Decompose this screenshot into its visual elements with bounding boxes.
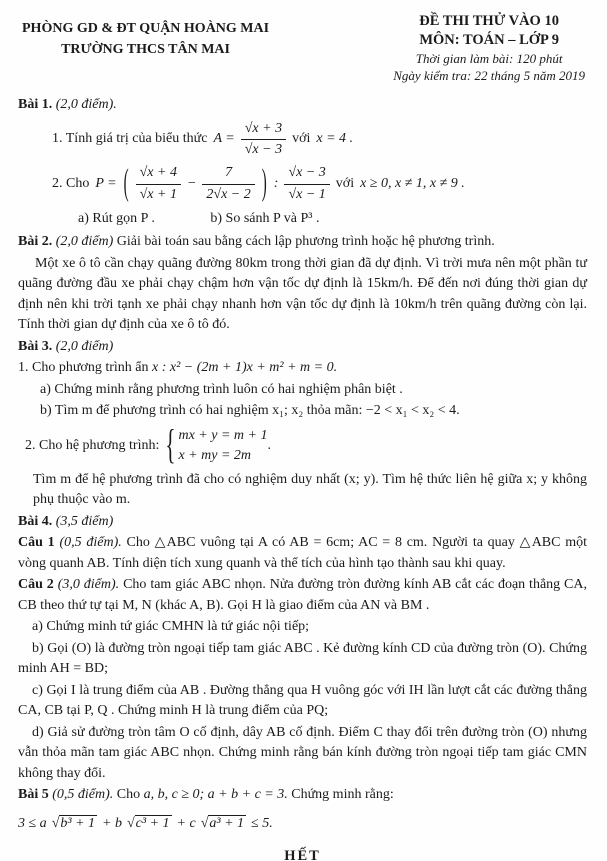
- bai1-part-b: b) So sánh P và P³ .: [210, 210, 320, 226]
- bai1-q2-lead: 2. Cho: [52, 175, 90, 191]
- bai4-cau2-points: (3,0 điểm).: [57, 577, 120, 593]
- end-marker: HẾT: [284, 847, 321, 861]
- system-equation-1: mx + y = m + 1: [178, 427, 268, 443]
- exam-subject: MÔN: TOÁN – LỚP 9: [419, 32, 559, 49]
- fraction: [241, 120, 286, 159]
- bai5-points: (0,5 điểm).: [52, 787, 114, 803]
- right-paren: ): [261, 164, 267, 205]
- fraction: [136, 164, 181, 203]
- exam-title: ĐỀ THI THỬ VÀO 10: [419, 13, 559, 29]
- bai4-part-c: c) Gọi I là trung điểm của AB . Đường thẳng qua H vuông góc với IH lần lượt cắt các đường thẳng CA, CB tại P, Q . Chứng minh H là trung điểm của PQ;: [18, 682, 587, 719]
- issuing-authority-block: [18, 12, 269, 60]
- system-equations: [178, 426, 267, 466]
- bai3-heading: [18, 337, 587, 358]
- bai1-question1: [52, 120, 587, 159]
- fraction-denominator: 2√x − 2: [202, 184, 254, 204]
- radical-sign-icon: √: [200, 815, 209, 831]
- bai4-part-a: a) Chứng minh tứ giác CMHN là tứ giác nội tiếp;: [32, 619, 310, 635]
- sqrt-term: [52, 812, 97, 836]
- bai1-q2-with: với: [335, 175, 355, 191]
- minus-operator: −: [186, 175, 197, 191]
- exam-body: [18, 95, 587, 861]
- exam-title-block: [393, 12, 587, 85]
- bai2-problem-text: Một xe ô tô cần chạy quãng đường 80km trong thời gian đã dự định. Vì trời mưa nên một phần tư quãng đường đầu xe phải chạy chậm hơn vận tốc dự định là 15km/h. Để đến nơi đúng thời gian dự định nên khi trời tạnh xe phải chạy nhanh hơn vận tốc dự định là 10km/h trên quãng đường còn lại. Tính thời gian dự định của xe ô tô đó.: [18, 255, 587, 333]
- inequality-mid2: + c: [176, 815, 196, 831]
- radicand: a³ + 1: [209, 815, 245, 831]
- bai1-q1-condition: x = 4 .: [316, 131, 354, 147]
- department-name: PHÒNG GD & ĐT QUẬN HOÀNG MAI: [22, 21, 270, 36]
- bai4-heading: [18, 512, 587, 533]
- bai1-parts: [78, 209, 587, 230]
- bai2-intro: Giải bài toán sau bằng cách lập phương trình hoặc hệ phương trình.: [116, 234, 495, 250]
- bai1-question2: [52, 164, 587, 203]
- bai3-question2: [25, 421, 587, 469]
- bai1-label: Bài 1.: [18, 96, 53, 112]
- bai3-q2-period: .: [267, 437, 271, 453]
- bai1-q2-condition: x ≥ 0, x ≠ 1, x ≠ 9 .: [360, 175, 465, 191]
- bai3-label: Bài 3.: [18, 338, 53, 354]
- left-paren: (: [123, 164, 129, 205]
- bai4-part-b: b) Gọi (O) là đường tròn ngoại tiếp tam giác ABC . Kẻ đường kính CD của đường tròn (O). Chứng minh AH = BD;: [18, 640, 587, 677]
- bai4-cau1: [18, 533, 587, 574]
- bai3-part-a: a) Chứng minh rằng phương trình luôn có hai nghiệm phân biệt .: [40, 381, 403, 397]
- radical-sign-icon: √: [126, 815, 135, 831]
- fraction-numerator: √x + 3: [244, 121, 283, 137]
- bai1-q1-lead: 1. Tính giá trị của biểu thức: [52, 131, 208, 147]
- divide-operator: :: [273, 175, 279, 191]
- bai1-points: (2,0 điểm).: [55, 96, 117, 112]
- exam-duration: Thời gian làm bài: 120 phút: [415, 51, 563, 67]
- radicand: c³ + 1: [135, 815, 170, 831]
- bai5-condition: a, b, c ≥ 0; a + b + c = 3.: [143, 787, 288, 803]
- fraction-numerator: √x − 3: [288, 165, 326, 181]
- bai1-q2-lhs: P =: [95, 175, 117, 191]
- bai4-part-d: d) Giả sử đường tròn tâm O cố định, dây AB cố định. Điểm C thay đổi trên đường tròn (O) nhưng vẫn thỏa mãn tam giác ABC nhọn. Chứng minh rằng bán kính đường tròn ngoại tiếp tam giác CMN không thay đổi.: [18, 724, 587, 781]
- fraction-numerator: 7: [225, 165, 233, 181]
- bai4-cau2-text: Cho tam giác ABC nhọn. Nửa đường tròn đường kính AB cắt các đoạn thẳng CA, CB theo thứ tự tại M, N (khác A, B). Gọi H là giao điểm của AN và BM .: [18, 577, 588, 613]
- bai1-q1-lhs: A =: [213, 131, 235, 147]
- school-name: TRƯỜNG THCS TÂN MAI: [61, 42, 230, 57]
- fraction: [284, 164, 329, 203]
- bai1-q1-with: với: [292, 131, 311, 147]
- sqrt-term: [201, 812, 246, 836]
- bai4-points: (3,5 điểm): [55, 513, 114, 529]
- inequality-start: 3 ≤ a: [18, 815, 47, 831]
- bai3-part-b: b) Tìm m để phương trình có hai nghiệm x₁; x₂ thỏa mãn: −2 < x₁ < x₂ < 4.: [40, 403, 460, 419]
- bai4-label: Bài 4.: [18, 513, 53, 529]
- fraction: [202, 164, 254, 203]
- bai5-lead-post: Chứng minh rằng:: [291, 787, 394, 803]
- fraction-denominator: √x + 1: [136, 184, 181, 204]
- inequality-end: ≤ 5.: [251, 815, 273, 831]
- bai3-q2-task: Tìm m để hệ phương trình đã cho có nghiệm duy nhất (x; y). Tìm hệ thức liên hệ giữa x; y không phụ thuộc vào m.: [33, 471, 587, 508]
- bai2-label: Bài 2.: [18, 234, 53, 250]
- sqrt-term: [127, 812, 172, 836]
- bai5-inequality: [18, 812, 587, 836]
- left-brace: {: [165, 421, 176, 469]
- bai3-q1-equation: x : x² − (2m + 1)x + m² + m = 0.: [151, 360, 338, 376]
- equation-system: [159, 421, 268, 469]
- bai1-part-a: a) Rút gọn P .: [78, 210, 155, 226]
- radical-sign-icon: √: [51, 815, 60, 831]
- bai2-heading: [18, 232, 587, 253]
- bai3-q2-lead: 2. Cho hệ phương trình:: [25, 437, 160, 453]
- fraction-numerator: √x + 4: [139, 165, 177, 181]
- bai4-cau2: [18, 575, 587, 616]
- bai3-question1: [18, 358, 587, 379]
- bai2-points: (2,0 điểm): [55, 234, 114, 250]
- bai4-cau2-label: Câu 2: [18, 577, 54, 593]
- bai4-cau1-label: Câu 1: [18, 535, 55, 551]
- bai4-cau1-points: (0,5 điểm).: [59, 535, 122, 551]
- radicand: b³ + 1: [60, 815, 96, 831]
- inequality-mid1: + b: [102, 815, 122, 831]
- system-equation-2: x + my = 2m: [178, 447, 252, 463]
- document-header: [18, 12, 587, 85]
- bai5-heading: [18, 785, 587, 806]
- fraction-denominator: √x − 1: [284, 184, 329, 204]
- bai5-label: Bài 5: [18, 787, 49, 803]
- exam-date: Ngày kiểm tra: 22 tháng 5 năm 2019: [393, 68, 585, 84]
- bai3-q1-lead: 1. Cho phương trình ẩn: [18, 360, 149, 376]
- bai3-points: (2,0 điểm): [55, 338, 114, 354]
- bai1-heading: [18, 95, 587, 116]
- fraction-denominator: √x − 3: [241, 139, 286, 159]
- bai4-cau1-text: Cho △ABC vuông tại A có AB = 6cm; AC = 8 cm. Người ta quay △ABC một vòng quanh AB. Tính diện tích xung quanh và thể tích của hình tạo thành sau khi quay.: [18, 535, 588, 571]
- bai5-lead: Cho: [116, 787, 141, 803]
